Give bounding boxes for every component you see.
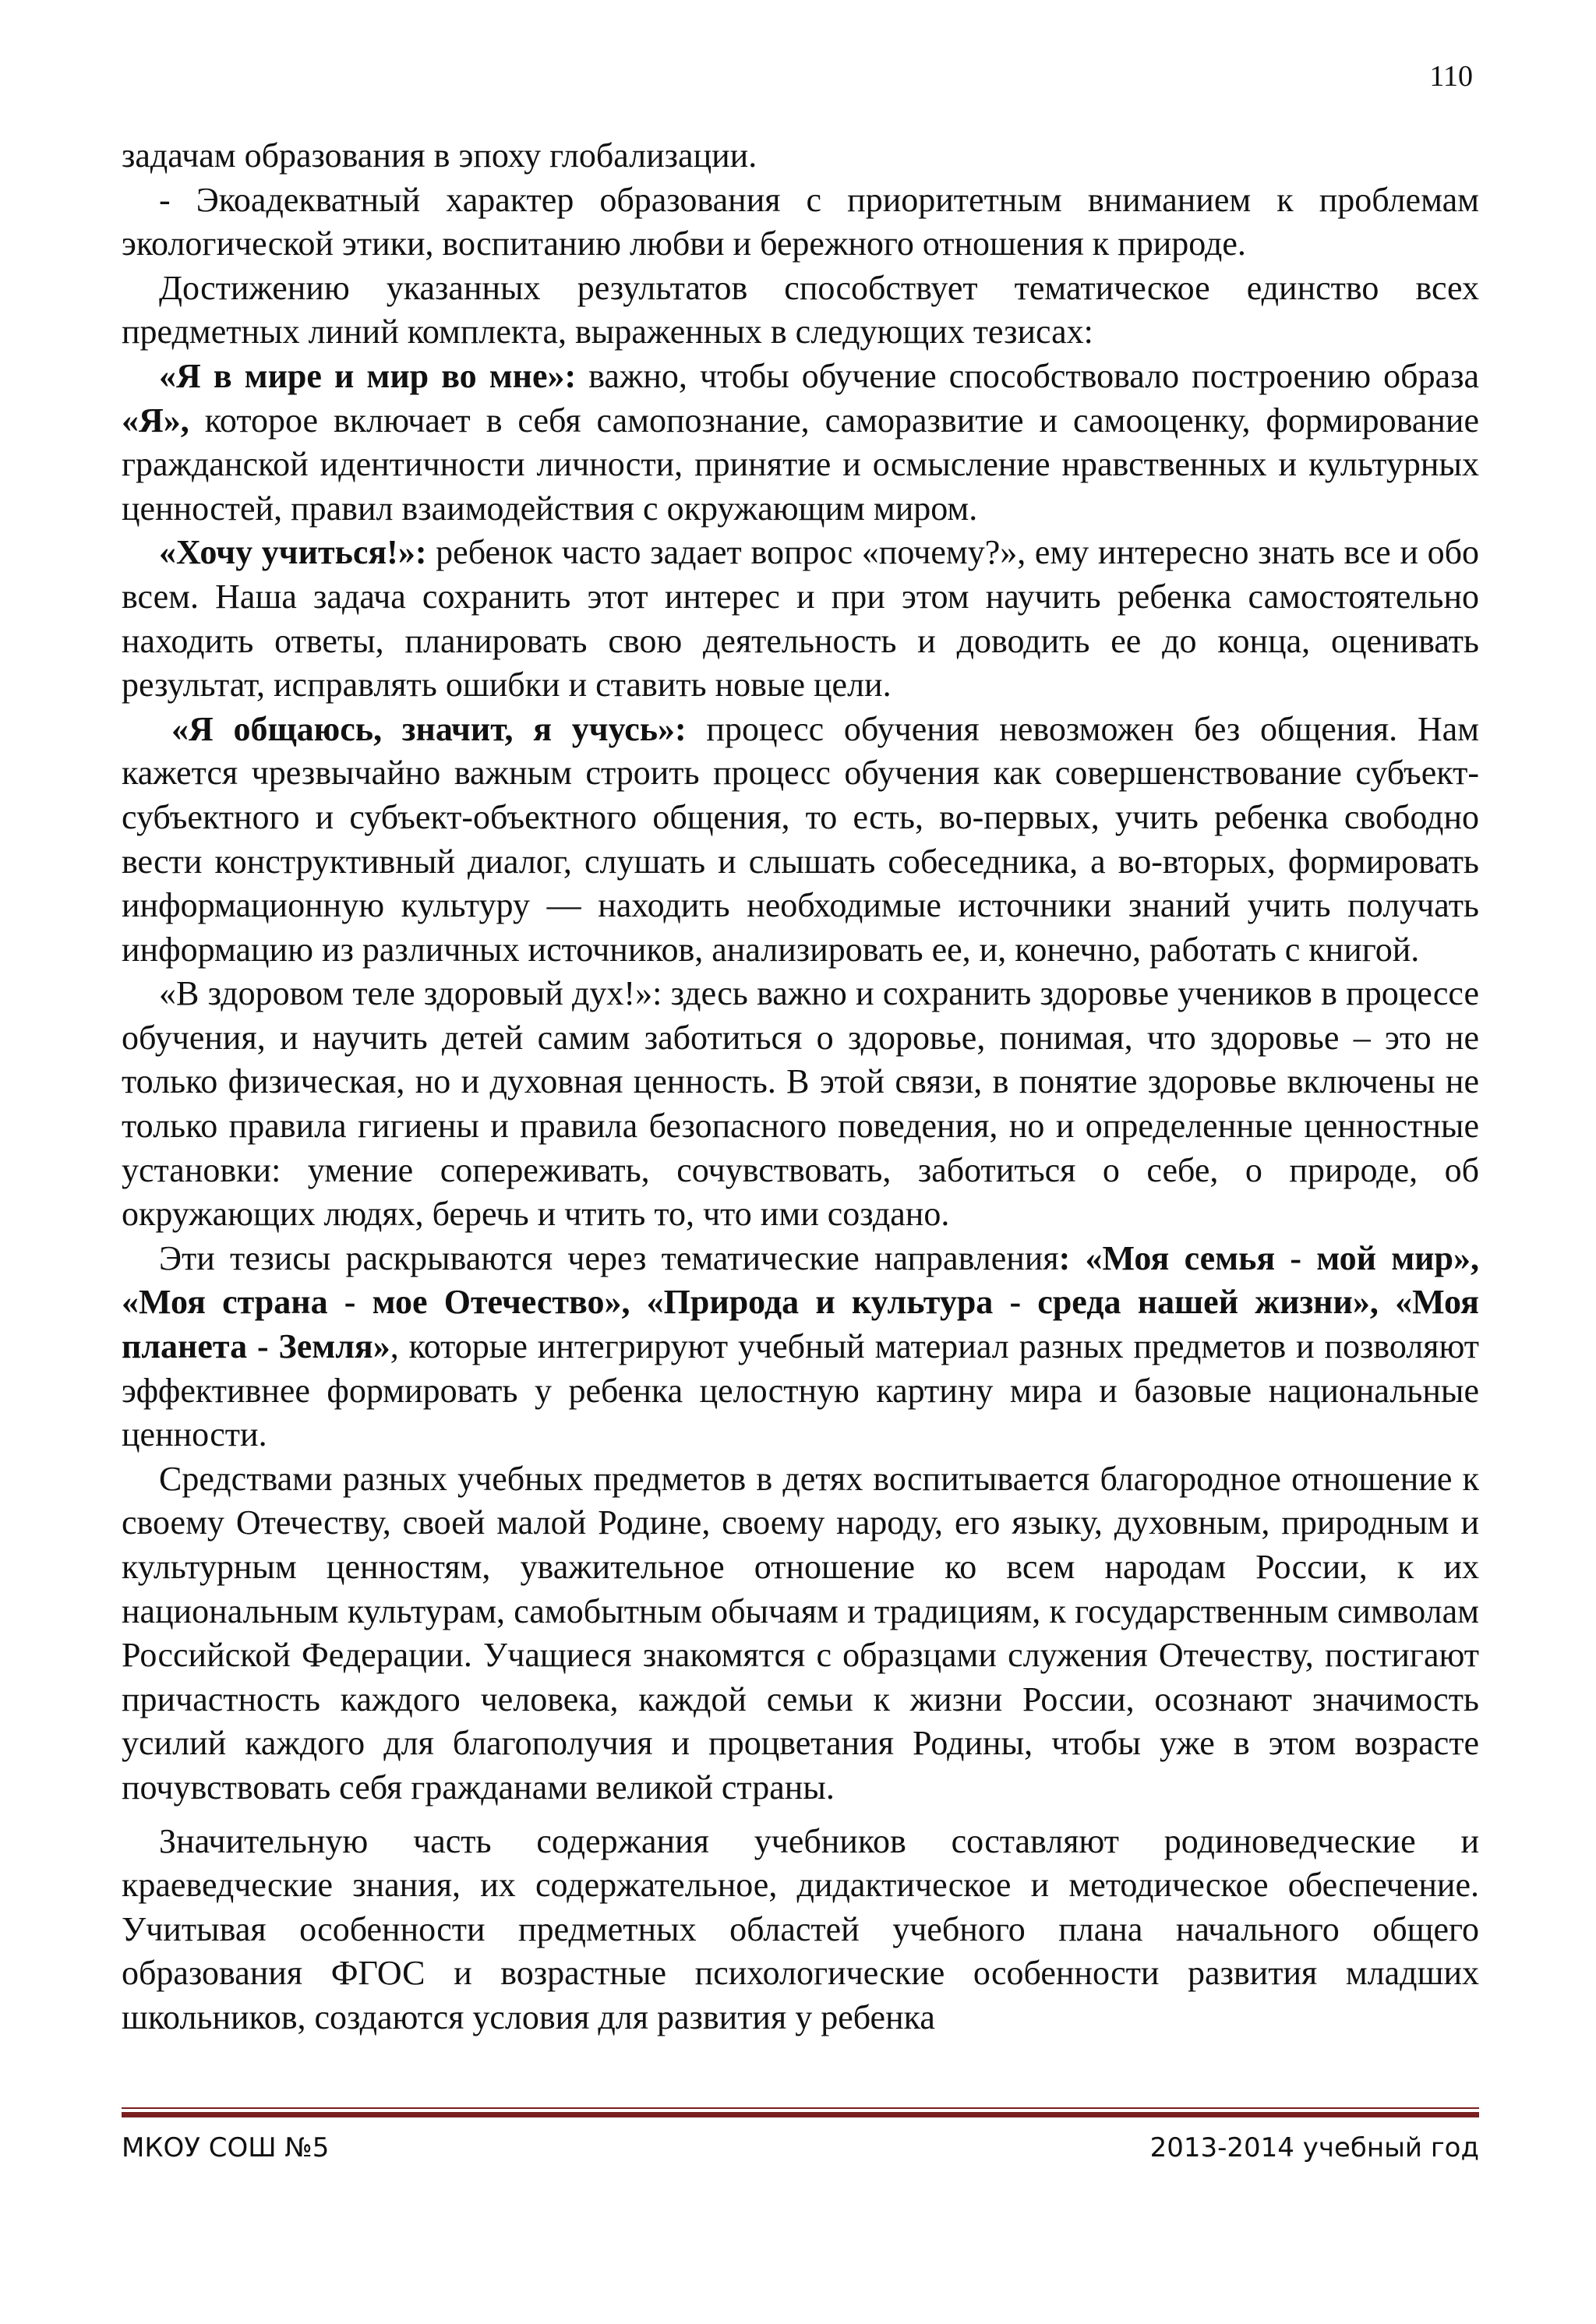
paragraph-3: Достижению указанных результатов способствует тематическое единство всех предметных линий комплекта, выраженных в следующих тезисах: xyxy=(122,268,1479,351)
paragraph-1: задачам образования в эпоху глобализации. xyxy=(122,136,757,175)
paragraph-2: - Экоадекватный характер образования с приоритетным вниманием к проблемам экологической этики, воспитанию любви и бережного отношения к природе. xyxy=(122,180,1479,263)
footer-year: 2013-2014 учебный год xyxy=(1149,2132,1479,2163)
paragraph-8: Эти тезисы раскрываются через тематические направления: «Моя семья - мой мир», «Моя страна - мое Отечество», «Природа и культура - среда нашей жизни», «Моя планета - Земля», которые интегрируют учебный материал разных предметов и позволяют эффективнее формировать у ребенка целостную картину мира и базовые национальные ценности. xyxy=(122,1238,1479,1454)
thesis-heading: «Я в мире и мир во мне»: xyxy=(159,356,577,395)
footer-rule-thin xyxy=(122,2107,1479,2109)
paragraph-9: Средствами разных учебных предметов в детях воспитывается благородное отношение к своему Отечеству, своей малой Родине, своему народу, его языку, духовным, природным и культурным ценностям, уважительное отношение ко всем народам России, к их национальным культурам, самобытным обычаям и традициям, к государственным символам Российской Федерации. Учащиеся знакомятся с образцами служения Отечеству, постигают причастность каждого человека, каждой семьи к жизни России, осознают значимость усилий каждого для благополучия и процветания Родины, чтобы уже в этом возрасте почувствовать себя гражданами великой страны. xyxy=(122,1459,1479,1807)
paragraph-4: «Я в мире и мир во мне»: важно, чтобы обучение способствовало построению образа «Я», которое включает в себя самопознание, саморазвитие и самооценку, формирование гражданской идентичности личности, принятие и осмысление нравственных и культурных ценностей, правил взаимодействия с окружающим миром. xyxy=(122,356,1480,528)
paragraph-7: «В здоровом теле здоровый дух!»: здесь важно и сохранить здоровье учеников в процессе обучения, и научить детей самим заботиться о здоровье, понимая, что здоровье – это не только физическая, но и духовная ценность. В этой связи, в понятие здоровье включены не только правила гигиены и правила безопасного поведения, но и определенные ценностные установки: умение сопереживать, сочувствовать, заботиться о себе, о природе, об окружающих людях, беречь и чтить то, что ими создано. xyxy=(122,974,1479,1234)
page-number: 110 xyxy=(1429,60,1473,93)
paragraph-10: Значительную часть содержания учебников составляют родиноведческие и краеведческие знания, их содержательное, дидактическое и методическое обеспечение. Учитывая особенности предметных областей учебного плана начального общего образования ФГОС и возрастные психологические особенности развития младших школьников, создаются условия для развития у ребенка xyxy=(122,1821,1479,2036)
thematic-directions: : «Моя семья - мой мир», «Моя страна - мое Отечество», «Природа и культура - среда нашей жизни», «Моя планета - Земля» xyxy=(122,1238,1479,1366)
paragraph-5: «Хочу учиться!»: ребенок часто задает вопрос «почему?», ему интересно знать все и обо всем. Наша задача сохранить этот интерес и при этом научить ребенка самостоятельно находить ответы, планировать свою деятельность и доводить ее до конца, оценивать результат, исправлять ошибки и ставить новые цели. xyxy=(122,533,1479,705)
footer-rule-thick xyxy=(122,2112,1479,2117)
body-text xyxy=(122,134,1479,2040)
paragraph-6: «Я общаюсь, значит, я учусь»: процесс обучения невозможен без общения. Нам кажется чрезвычайно важным строить процесс обучения как совершенствование субъект-субъектного и субъект-объектного общения, то есть, во-первых, учить ребенка свободно вести конструктивный диалог, слушать и слышать собеседника, а во-вторых, формировать информационную культуру — находить необходимые источники знаний учить получать информацию из различных источников, анализировать ее, и, конечно, работать с книгой. xyxy=(122,709,1479,969)
thesis-heading: «Хочу учиться!»: xyxy=(159,533,427,572)
footer-school: МКОУ СОШ №5 xyxy=(122,2132,330,2163)
bold-term: «Я», xyxy=(122,401,189,440)
thesis-heading: «Я общаюсь, значит, я учусь»: xyxy=(171,709,687,748)
